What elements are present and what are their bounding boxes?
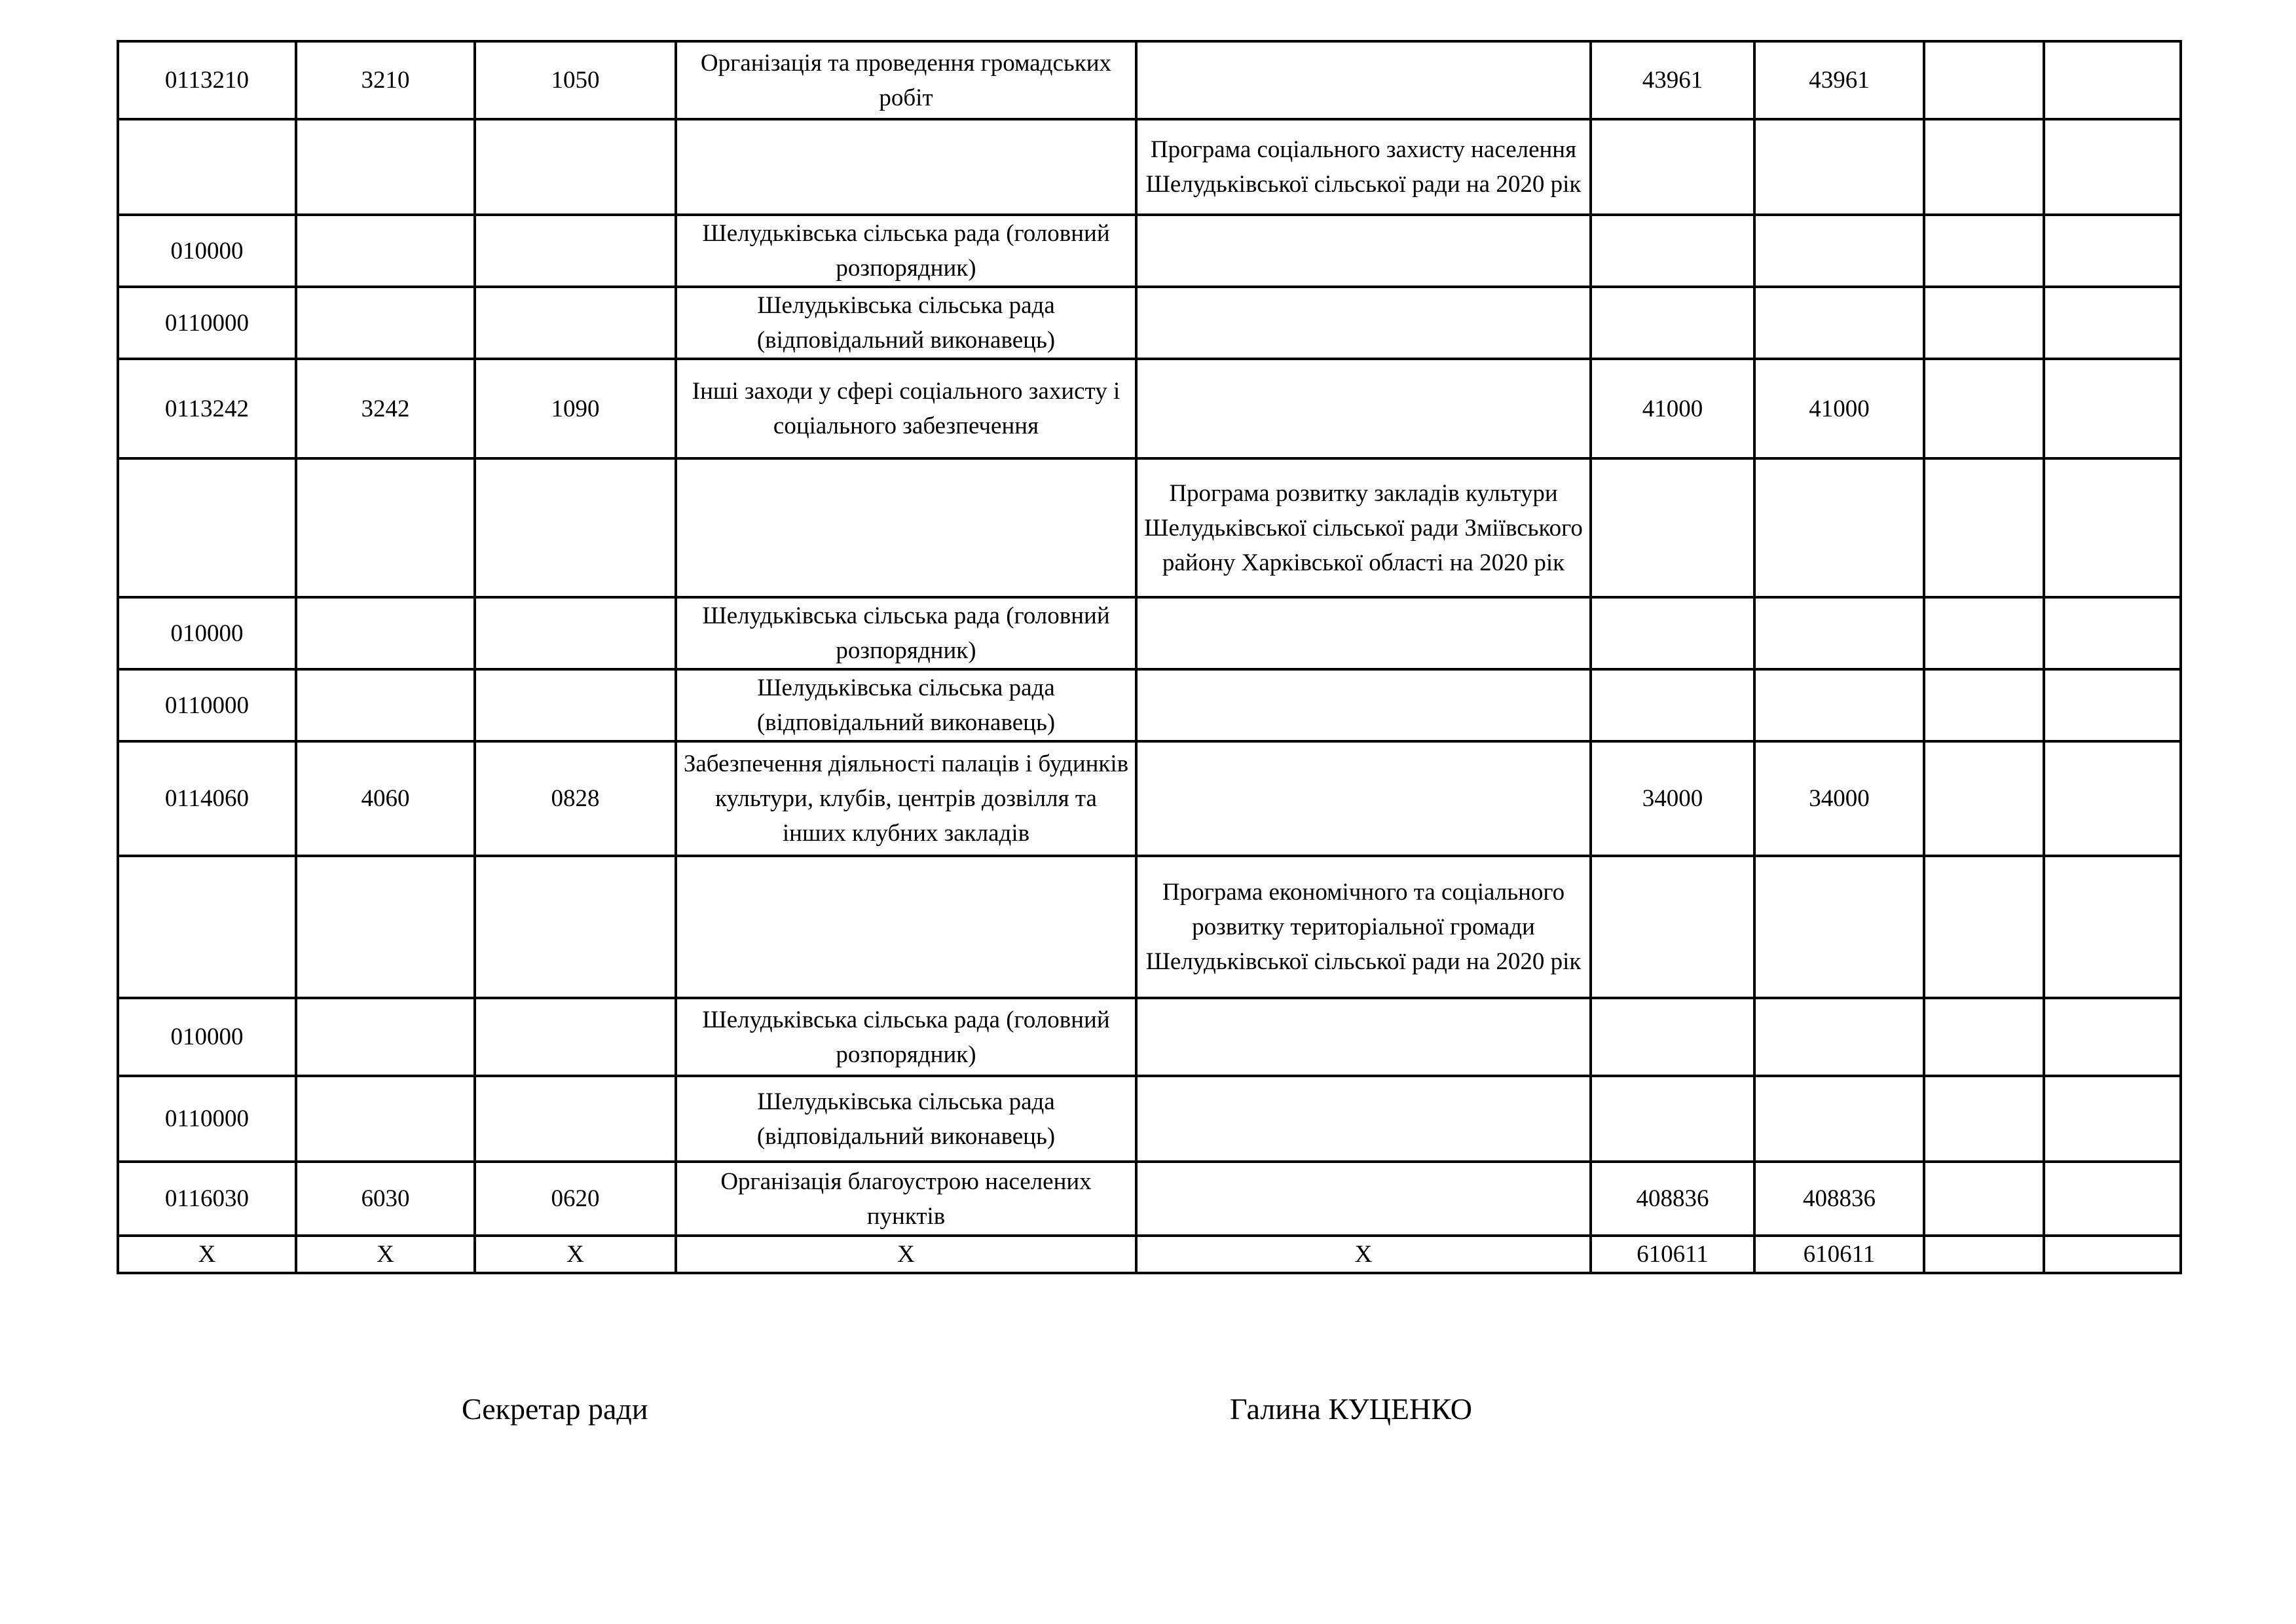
program-code-cell: 0113210 (118, 41, 296, 119)
kpkvk-code-cell (296, 215, 475, 287)
total-amount-cell (1591, 119, 1754, 215)
function-code-cell (475, 215, 676, 287)
program-code-cell: 0110000 (118, 1076, 296, 1162)
dev-budget-cell (2044, 215, 2181, 287)
local-program-cell (1136, 287, 1591, 359)
local-program-cell (1136, 597, 1591, 669)
dev-budget-cell (2044, 1076, 2181, 1162)
total-amount-cell (1591, 669, 1754, 741)
program-code-cell: 0110000 (118, 669, 296, 741)
local-program-cell: Програма економічного та соціального розвитку територіальної громади Шелудьківської сільської ради на 2020 рік (1136, 856, 1591, 998)
general-fund-cell (1754, 215, 1924, 287)
table-row-code (118, 41, 2181, 119)
general-fund-cell: 408836 (1754, 1162, 1924, 1236)
table-row-total (118, 1236, 2181, 1273)
program-name-cell: Шелудьківська сільська рада (головний розпорядник) (676, 597, 1136, 669)
total-amount-cell (1591, 1076, 1754, 1162)
program-name-cell: Шелудьківська сільська рада (головний розпорядник) (676, 215, 1136, 287)
program-name-cell: Х (676, 1236, 1136, 1273)
function-code-cell: 0828 (475, 741, 676, 856)
special-fund-cell (1924, 287, 2044, 359)
program-code-cell: 0116030 (118, 1162, 296, 1236)
kpkvk-code-cell (296, 1076, 475, 1162)
kpkvk-code-cell (296, 597, 475, 669)
special-fund-cell (1924, 998, 2044, 1076)
total-amount-cell (1591, 287, 1754, 359)
general-fund-cell (1754, 458, 1924, 597)
dev-budget-cell (2044, 1236, 2181, 1273)
special-fund-cell (1924, 359, 2044, 458)
total-amount-cell (1591, 597, 1754, 669)
special-fund-cell (1924, 119, 2044, 215)
table-row-unit (118, 287, 2181, 359)
table-row-unit (118, 1076, 2181, 1162)
table-row-unit (118, 669, 2181, 741)
table-row-unit (118, 998, 2181, 1076)
local-program-cell (1136, 998, 1591, 1076)
local-program-cell (1136, 215, 1591, 287)
function-code-cell (475, 1076, 676, 1162)
total-amount-cell: 610611 (1591, 1236, 1754, 1273)
general-fund-cell: 34000 (1754, 741, 1924, 856)
local-program-cell (1136, 359, 1591, 458)
total-amount-cell (1591, 856, 1754, 998)
function-code-cell: Х (475, 1236, 676, 1273)
general-fund-cell (1754, 998, 1924, 1076)
function-code-cell: 0620 (475, 1162, 676, 1236)
general-fund-cell: 610611 (1754, 1236, 1924, 1273)
dev-budget-cell (2044, 458, 2181, 597)
general-fund-cell: 43961 (1754, 41, 1924, 119)
total-amount-cell (1591, 998, 1754, 1076)
program-code-cell: 0113242 (118, 359, 296, 458)
dev-budget-cell (2044, 359, 2181, 458)
function-code-cell (475, 597, 676, 669)
program-name-cell: Шелудьківська сільська рада (відповідальний виконавець) (676, 669, 1136, 741)
special-fund-cell (1924, 1236, 2044, 1273)
table-row-program (118, 119, 2181, 215)
table-row-code (118, 741, 2181, 856)
program-name-cell (676, 458, 1136, 597)
general-fund-cell (1754, 119, 1924, 215)
program-code-cell (118, 856, 296, 998)
table-row-code (118, 359, 2181, 458)
total-amount-cell: 408836 (1591, 1162, 1754, 1236)
program-code-cell (118, 119, 296, 215)
program-code-cell: 0114060 (118, 741, 296, 856)
function-code-cell (475, 287, 676, 359)
local-program-cell: Програма соціального захисту населення Шелудьківської сільської ради на 2020 рік (1136, 119, 1591, 215)
program-name-cell: Організація благоустрою населених пунктів (676, 1162, 1136, 1236)
table-row-program (118, 458, 2181, 597)
dev-budget-cell (2044, 597, 2181, 669)
function-code-cell (475, 669, 676, 741)
program-name-cell (676, 119, 1136, 215)
program-name-cell (676, 856, 1136, 998)
kpkvk-code-cell: 3210 (296, 41, 475, 119)
table-row-program (118, 856, 2181, 998)
dev-budget-cell (2044, 287, 2181, 359)
general-fund-cell (1754, 856, 1924, 998)
local-program-cell (1136, 669, 1591, 741)
kpkvk-code-cell (296, 458, 475, 597)
table-row-code (118, 1162, 2181, 1236)
program-code-cell: 010000 (118, 998, 296, 1076)
program-name-cell: Шелудьківська сільська рада (відповідальний виконавець) (676, 1076, 1136, 1162)
table-body (118, 41, 2181, 1273)
kpkvk-code-cell (296, 669, 475, 741)
kpkvk-code-cell: 3242 (296, 359, 475, 458)
function-code-cell: 1050 (475, 41, 676, 119)
program-name-cell: Інші заходи у сфері соціального захисту і соціального забезпечення (676, 359, 1136, 458)
general-fund-cell (1754, 597, 1924, 669)
function-code-cell (475, 856, 676, 998)
kpkvk-code-cell (296, 119, 475, 215)
function-code-cell (475, 119, 676, 215)
dev-budget-cell (2044, 669, 2181, 741)
local-program-cell: Х (1136, 1236, 1591, 1273)
function-code-cell (475, 998, 676, 1076)
program-code-cell: Х (118, 1236, 296, 1273)
dev-budget-cell (2044, 998, 2181, 1076)
dev-budget-cell (2044, 119, 2181, 215)
table-row-unit (118, 597, 2181, 669)
total-amount-cell (1591, 458, 1754, 597)
special-fund-cell (1924, 215, 2044, 287)
special-fund-cell (1924, 597, 2044, 669)
special-fund-cell (1924, 458, 2044, 597)
special-fund-cell (1924, 1076, 2044, 1162)
kpkvk-code-cell: 4060 (296, 741, 475, 856)
signature-role: Секретар ради (462, 1392, 648, 1426)
dev-budget-cell (2044, 41, 2181, 119)
signature-name: Галина КУЦЕНКО (1230, 1392, 1472, 1426)
program-name-cell: Забезпечення діяльності палаців і будинків культури, клубів, центрів дозвілля та інших клубних закладів (676, 741, 1136, 856)
special-fund-cell (1924, 669, 2044, 741)
program-name-cell: Організація та проведення громадських робіт (676, 41, 1136, 119)
total-amount-cell: 41000 (1591, 359, 1754, 458)
program-name-cell: Шелудьківська сільська рада (відповідальний виконавець) (676, 287, 1136, 359)
total-amount-cell: 34000 (1591, 741, 1754, 856)
kpkvk-code-cell (296, 856, 475, 998)
total-amount-cell (1591, 215, 1754, 287)
kpkvk-code-cell: 6030 (296, 1162, 475, 1236)
general-fund-cell (1754, 287, 1924, 359)
local-program-cell: Програма розвитку закладів культури Шелудьківської сільської ради Зміївського району Харківської області на 2020 рік (1136, 458, 1591, 597)
total-amount-cell: 43961 (1591, 41, 1754, 119)
kpkvk-code-cell: Х (296, 1236, 475, 1273)
local-program-cell (1136, 741, 1591, 856)
dev-budget-cell (2044, 856, 2181, 998)
kpkvk-code-cell (296, 998, 475, 1076)
budget-table (117, 40, 2182, 1274)
program-name-cell: Шелудьківська сільська рада (головний розпорядник) (676, 998, 1136, 1076)
dev-budget-cell (2044, 741, 2181, 856)
program-code-cell: 010000 (118, 215, 296, 287)
kpkvk-code-cell (296, 287, 475, 359)
general-fund-cell (1754, 669, 1924, 741)
function-code-cell: 1090 (475, 359, 676, 458)
local-program-cell (1136, 1076, 1591, 1162)
dev-budget-cell (2044, 1162, 2181, 1236)
program-code-cell: 010000 (118, 597, 296, 669)
special-fund-cell (1924, 856, 2044, 998)
general-fund-cell (1754, 1076, 1924, 1162)
program-code-cell (118, 458, 296, 597)
local-program-cell (1136, 41, 1591, 119)
local-program-cell (1136, 1162, 1591, 1236)
special-fund-cell (1924, 741, 2044, 856)
special-fund-cell (1924, 1162, 2044, 1236)
table-row-unit (118, 215, 2181, 287)
general-fund-cell: 41000 (1754, 359, 1924, 458)
special-fund-cell (1924, 41, 2044, 119)
program-code-cell: 0110000 (118, 287, 296, 359)
function-code-cell (475, 458, 676, 597)
